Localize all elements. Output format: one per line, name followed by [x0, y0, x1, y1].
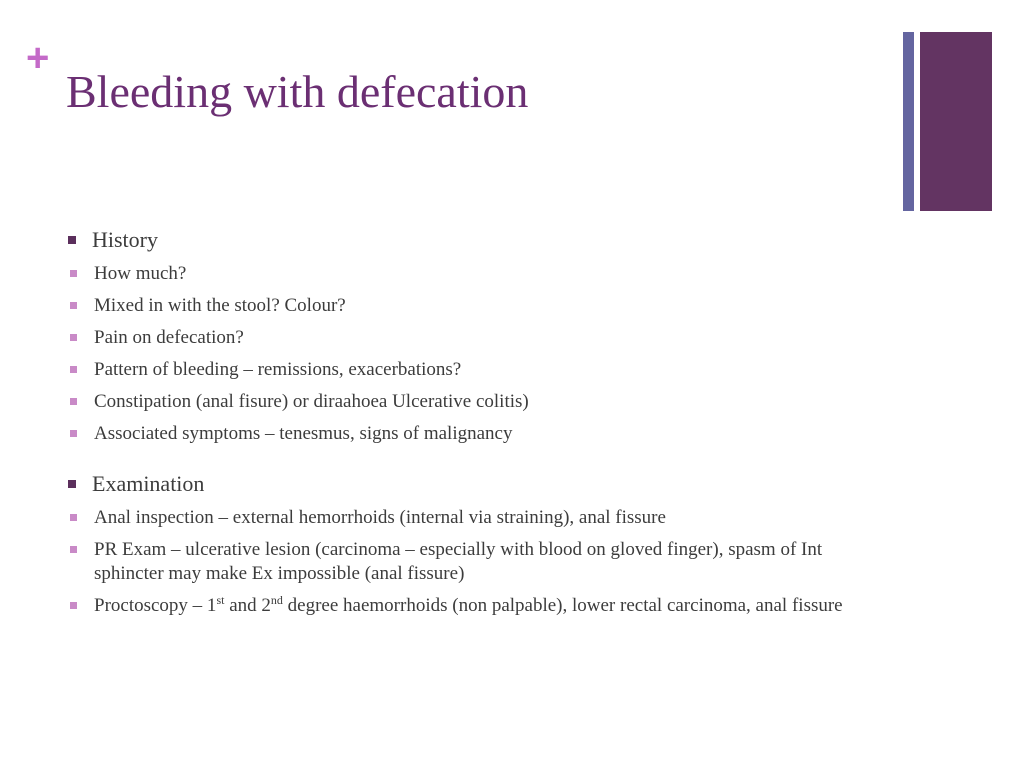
list-item: [68, 390, 868, 414]
list-item: [68, 538, 868, 586]
square-bullet-icon: [70, 302, 77, 309]
decorative-bar-wide: [920, 32, 992, 211]
list-item-text: Pain on defecation?: [94, 327, 244, 348]
list-item-proctoscopy: [68, 594, 868, 618]
square-bullet-icon: [70, 514, 77, 521]
history-heading: History: [92, 227, 158, 252]
square-bullet-icon: [68, 480, 76, 488]
square-bullet-icon: [70, 398, 77, 405]
history-list: [68, 262, 868, 446]
history-section: [68, 226, 868, 446]
square-bullet-icon: [70, 430, 77, 437]
list-item-text: Anal inspection – external hemorrhoids (internal via straining), anal fissure: [94, 507, 666, 528]
list-item-text: Associated symptoms – tenesmus, signs of malignancy: [94, 423, 513, 444]
square-bullet-icon: [70, 546, 77, 553]
proctoscopy-text-b: and 2: [224, 595, 271, 616]
list-item-text: [94, 595, 843, 616]
slide-content: [68, 226, 868, 618]
list-item: [68, 262, 868, 286]
square-bullet-icon: [70, 366, 77, 373]
superscript-nd: nd: [270, 593, 283, 607]
square-bullet-icon: [70, 602, 77, 609]
examination-heading: Examination: [92, 471, 205, 496]
plus-icon: +: [26, 36, 50, 80]
square-bullet-icon: [70, 334, 77, 341]
decorative-bar-thin: [903, 32, 914, 211]
list-item: [68, 326, 868, 350]
list-item: [68, 422, 868, 446]
list-item-text: PR Exam – ulcerative lesion (carcinoma – especially with blood on gloved finger), spasm of Int sphincter may make Ex impossible (anal fissure): [94, 539, 823, 584]
examination-heading-item: [68, 470, 868, 498]
square-bullet-icon: [70, 270, 77, 277]
square-bullet-icon: [68, 236, 76, 244]
list-item: [68, 294, 868, 318]
list-item: [68, 506, 868, 530]
list-item-text: Constipation (anal fisure) or diraahoea Ulcerative colitis): [94, 391, 529, 412]
list-item-text: Mixed in with the stool? Colour?: [94, 295, 346, 316]
list-item-text: Pattern of bleeding – remissions, exacerbations?: [94, 359, 462, 380]
examination-section: [68, 470, 868, 618]
history-heading-item: [68, 226, 868, 254]
superscript-st: st: [216, 593, 225, 607]
examination-list: [68, 506, 868, 618]
slide-title: Bleeding with defecation: [66, 66, 529, 117]
list-item: [68, 358, 868, 382]
proctoscopy-text-c: degree haemorrhoids (non palpable), lower rectal carcinoma, anal fissure: [282, 595, 843, 616]
proctoscopy-text-a: Proctoscopy – 1: [94, 595, 217, 616]
list-item-text: How much?: [94, 263, 187, 284]
